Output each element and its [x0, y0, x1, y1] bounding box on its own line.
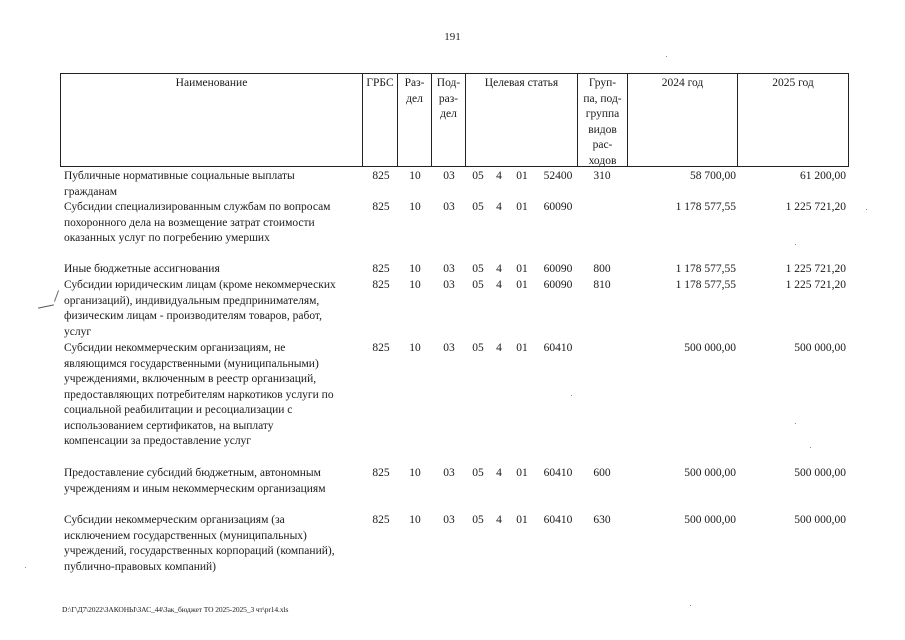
- row-target-part-4: 60090: [543, 279, 573, 291]
- row-grbs: 825: [372, 467, 390, 479]
- scan-speck: [571, 395, 572, 396]
- row-amount-2024: 58 700,00: [690, 170, 736, 182]
- row-target-part-2: 4: [496, 342, 502, 354]
- pen-mark: [38, 304, 54, 308]
- row-amount-2024: 500 000,00: [684, 467, 736, 479]
- scan-speck: [795, 244, 796, 245]
- row-grbs: 825: [372, 342, 390, 354]
- row-amount-2024: 500 000,00: [684, 514, 736, 526]
- row-amount-2025: 61 200,00: [800, 170, 846, 182]
- row-target-part-2: 4: [496, 201, 502, 213]
- row-target-part-3: 01: [516, 263, 528, 275]
- row-amount-2025: 500 000,00: [794, 467, 846, 479]
- row-name: Субсидии специализированным службам по вопросам похоронного дела на возмещение затрат стоимости оказанных услуг по погребению умерших: [64, 201, 331, 244]
- row-podrazdel: 03: [443, 342, 455, 354]
- row-target-part-3: 01: [516, 342, 528, 354]
- row-target-part-4: 60090: [543, 201, 573, 213]
- row-target-part-2: 4: [496, 279, 502, 291]
- row-grbs: 825: [372, 514, 390, 526]
- row-podrazdel: 03: [443, 514, 455, 526]
- row-vid: 810: [593, 279, 611, 291]
- row-target-part-3: 01: [516, 201, 528, 213]
- row-name: Субсидии некоммерческим организациям, не являющимся государственными (муниципальными) учреждениями, включенным в реестр организаций, предоставляющих потребителям наркотиков услуги по социальной реабилитации и ресоциализации с использованием сертификатов, на выплату компенсации за предоставление услуг: [64, 342, 334, 447]
- header-divider: [848, 73, 849, 167]
- row-name: Предоставление субсидий бюджетным, автономным учреждениям и иным некоммерческим организациям: [64, 467, 326, 495]
- row-target-part-4: 60410: [543, 514, 573, 526]
- header-y2024: 2024 год: [661, 77, 704, 89]
- scan-speck: [25, 567, 26, 568]
- row-grbs: 825: [372, 279, 390, 291]
- row-amount-2024: 1 178 577,55: [675, 263, 736, 275]
- header-top-border: [60, 73, 849, 74]
- row-grbs: 825: [372, 170, 390, 182]
- header-razdel: Раз- дел: [404, 77, 425, 105]
- header-podrazdel: Под- раз- дел: [436, 77, 461, 120]
- row-podrazdel: 03: [443, 170, 455, 182]
- row-amount-2025: 1 225 721,20: [785, 263, 846, 275]
- row-target-part-2: 4: [496, 170, 502, 182]
- row-amount-2025: 500 000,00: [794, 342, 846, 354]
- header-name: Наименование: [175, 77, 248, 89]
- row-target-part-1: 05: [472, 467, 484, 479]
- scan-speck: [795, 423, 796, 424]
- row-target-part-4: 60410: [543, 342, 573, 354]
- row-grbs: 825: [372, 201, 390, 213]
- row-razdel: 10: [409, 467, 421, 479]
- row-target-part-4: 60410: [543, 467, 573, 479]
- row-amount-2024: 1 178 577,55: [675, 201, 736, 213]
- row-target-part-1: 05: [472, 263, 484, 275]
- row-target-part-1: 05: [472, 514, 484, 526]
- row-grbs: 825: [372, 263, 390, 275]
- row-name: Публичные нормативные социальные выплаты гражданам: [64, 170, 295, 198]
- row-podrazdel: 03: [443, 201, 455, 213]
- header-target: Целевая статья: [484, 77, 559, 89]
- row-name: Субсидии некоммерческим организациям (за исключением государственных (муниципальных) учреждений, государственных корпораций (компаний), публично-правовых компаний): [64, 514, 335, 573]
- row-target-part-4: 52400: [543, 170, 573, 182]
- row-name: Иные бюджетные ассигнования: [64, 263, 220, 275]
- row-amount-2024: 1 178 577,55: [675, 279, 736, 291]
- row-podrazdel: 03: [443, 263, 455, 275]
- scan-speck: [690, 605, 691, 606]
- row-target-part-1: 05: [472, 170, 484, 182]
- page-number: 191: [444, 31, 461, 43]
- row-podrazdel: 03: [443, 467, 455, 479]
- row-target-part-3: 01: [516, 514, 528, 526]
- row-target-part-2: 4: [496, 263, 502, 275]
- row-amount-2025: 1 225 721,20: [785, 279, 846, 291]
- row-vid: 800: [593, 263, 611, 275]
- row-vid: 630: [593, 514, 611, 526]
- row-razdel: 10: [409, 201, 421, 213]
- row-target-part-3: 01: [516, 279, 528, 291]
- row-target-part-3: 01: [516, 467, 528, 479]
- scan-speck: [666, 56, 667, 57]
- footer-file-path: D:\Г\Д7\2022\ЗАКОНЫ\ЗАС_44\Зак_бюджет ТО 2025-2025_3 чт\pr14.xls: [62, 605, 289, 614]
- row-razdel: 10: [409, 514, 421, 526]
- row-target-part-2: 4: [496, 514, 502, 526]
- row-target-part-2: 4: [496, 467, 502, 479]
- pen-mark: [54, 290, 59, 302]
- row-name: Субсидии юридическим лицам (кроме некоммерческих организаций), индивидуальным предпринимателям, физическим лицам - производителям товаров, работ, услуг: [64, 279, 336, 338]
- row-razdel: 10: [409, 279, 421, 291]
- row-target-part-1: 05: [472, 342, 484, 354]
- row-vid: 600: [593, 467, 611, 479]
- row-target-part-1: 05: [472, 279, 484, 291]
- header-vid: Груп- па, под- группа видов рас- ходов: [583, 77, 622, 167]
- row-target-part-1: 05: [472, 201, 484, 213]
- row-vid: 310: [593, 170, 611, 182]
- row-amount-2025: 500 000,00: [794, 514, 846, 526]
- scan-speck: [866, 209, 867, 210]
- header-bottom-border: [60, 166, 849, 167]
- scan-speck: [810, 447, 811, 448]
- row-razdel: 10: [409, 263, 421, 275]
- row-amount-2024: 500 000,00: [684, 342, 736, 354]
- header-grbs: ГРБС: [366, 77, 394, 89]
- row-target-part-4: 60090: [543, 263, 573, 275]
- row-razdel: 10: [409, 170, 421, 182]
- row-podrazdel: 03: [443, 279, 455, 291]
- header-y2025: 2025 год: [772, 77, 814, 89]
- row-amount-2025: 1 225 721,20: [785, 201, 846, 213]
- row-razdel: 10: [409, 342, 421, 354]
- row-target-part-3: 01: [516, 170, 528, 182]
